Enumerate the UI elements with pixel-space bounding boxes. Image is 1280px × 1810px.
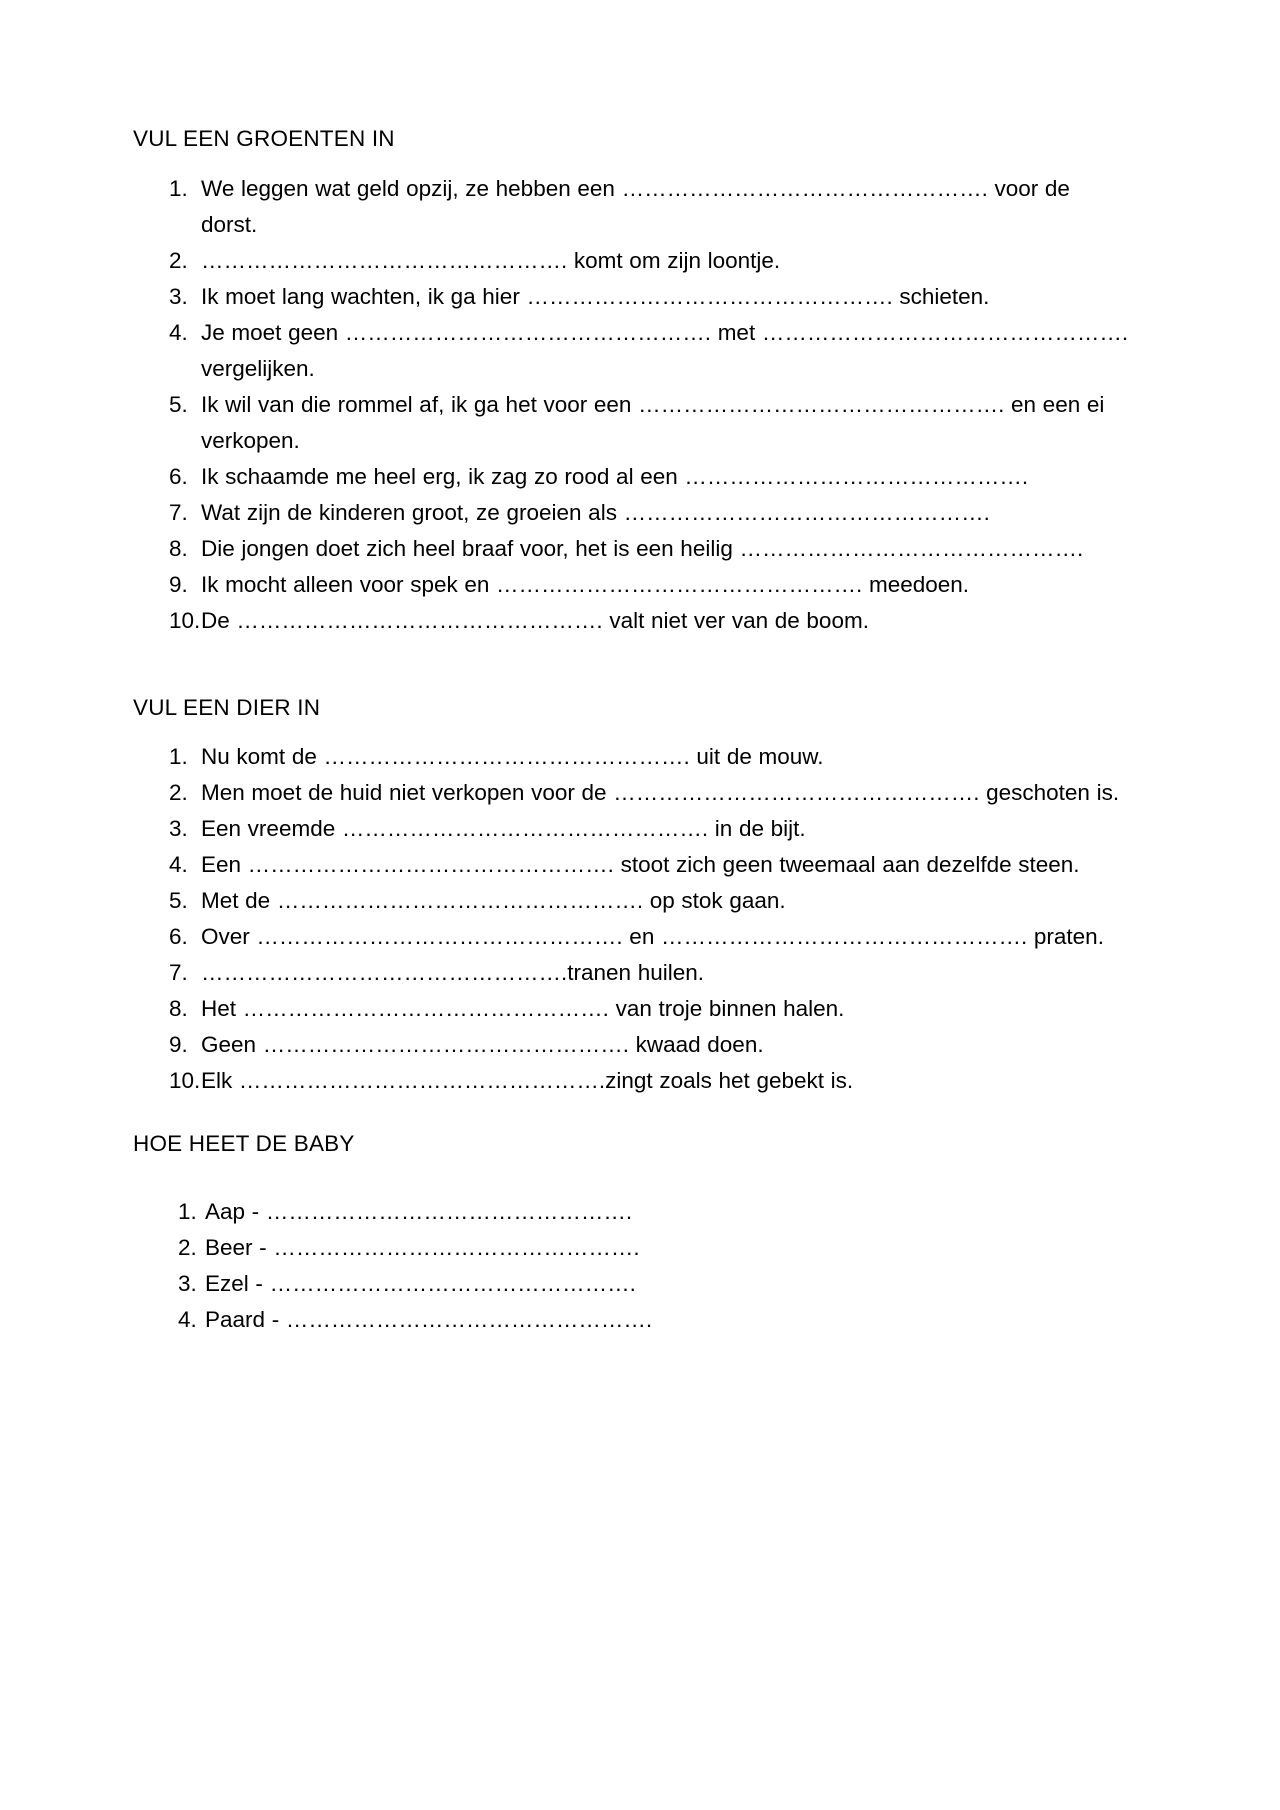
list-item-text: Wat zijn de kinderen groot, ze groeien als …………………………………………. xyxy=(201,499,990,525)
list-item-text: Men moet de huid niet verkopen voor de …………………………………………. geschoten is. xyxy=(201,780,1120,805)
list-item xyxy=(133,567,1130,603)
list-item-text: Een …………………………………………. stoot zich geen tweemaal aan dezelfde steen. xyxy=(201,852,1080,877)
list-marker: 3. xyxy=(169,283,188,309)
list-marker: 4. xyxy=(178,1306,197,1332)
list-item-text: Ik mocht alleen voor spek en …………………………………………. meedoen. xyxy=(201,571,970,597)
list-item xyxy=(133,495,1130,531)
list-marker: 8. xyxy=(169,996,188,1021)
list-item xyxy=(133,243,1130,279)
list-item-text: ………………………………………….tranen huilen. xyxy=(201,960,705,985)
list-item xyxy=(133,775,1130,811)
list-item xyxy=(133,1027,1130,1063)
list-item xyxy=(133,1194,1130,1230)
list-marker: 9. xyxy=(169,1032,188,1057)
section-vul-een-groenten-in xyxy=(133,128,1130,639)
list-item xyxy=(133,171,1130,243)
list-item xyxy=(133,531,1130,567)
list-item xyxy=(133,459,1130,495)
list-baby xyxy=(133,1194,1130,1338)
list-item-text: We leggen wat geld opzij, ze hebben een …………………………………………. voor de dorst. xyxy=(201,175,1070,237)
heading-spacer xyxy=(133,1176,1130,1194)
list-marker: 8. xyxy=(169,535,188,561)
list-groenten xyxy=(133,171,1130,639)
list-marker: 2. xyxy=(178,1234,197,1260)
list-marker: 6. xyxy=(169,924,188,949)
list-marker: 6. xyxy=(169,463,188,489)
section-heading-groenten: VUL EEN GROENTEN IN xyxy=(133,126,395,151)
list-item xyxy=(133,1230,1130,1266)
list-marker: 2. xyxy=(169,780,188,805)
list-item-text: Elk ………………………………………….zingt zoals het gebekt is. xyxy=(201,1068,854,1093)
list-item-text: Een vreemde …………………………………………. in de bijt. xyxy=(201,816,806,841)
list-item xyxy=(133,387,1130,459)
list-item xyxy=(133,919,1130,955)
list-item xyxy=(133,739,1130,775)
list-marker: 9. xyxy=(169,571,188,597)
list-item-text: De …………………………………………. valt niet ver van de boom. xyxy=(201,607,869,633)
list-item-text: Ik moet lang wachten, ik ga hier …………………………………………. schieten. xyxy=(201,283,990,309)
section-heading-dier: VUL EEN DIER IN xyxy=(133,694,321,720)
section-spacer xyxy=(133,639,1130,697)
list-item xyxy=(133,991,1130,1027)
list-marker: 5. xyxy=(169,391,188,417)
list-item-text: Beer - …………………………………………. xyxy=(205,1234,640,1260)
list-marker: 1. xyxy=(169,175,188,201)
list-item xyxy=(133,811,1130,847)
section-spacer xyxy=(133,1099,1130,1133)
list-item xyxy=(133,603,1130,639)
list-marker: 7. xyxy=(169,960,188,985)
list-item xyxy=(133,1266,1130,1302)
list-item xyxy=(133,279,1130,315)
list-item-text: Ezel - …………………………………………. xyxy=(205,1270,636,1296)
list-item-text: Aap - …………………………………………. xyxy=(205,1198,633,1224)
list-item-text: Nu komt de …………………………………………. uit de mouw. xyxy=(201,744,824,769)
list-marker: 10. xyxy=(169,1068,201,1093)
list-item-text: Ik wil van die rommel af, ik ga het voor een …………………………………………. en een ei verkopen. xyxy=(201,391,1105,453)
list-item-text: Die jongen doet zich heel braaf voor, het is een heilig ………………………………………. xyxy=(201,535,1084,561)
list-dier xyxy=(133,739,1130,1099)
list-item xyxy=(133,1063,1130,1099)
section-vul-een-dier-in xyxy=(133,694,1130,1100)
list-item xyxy=(133,955,1130,991)
list-item-text: Paard - …………………………………………. xyxy=(205,1306,653,1332)
list-item-text: Met de …………………………………………. op stok gaan. xyxy=(201,888,786,913)
list-item-text: Ik schaamde me heel erg, ik zag zo rood al een ………………………………………. xyxy=(201,463,1029,489)
section-hoe-heet-de-baby xyxy=(133,1133,1130,1338)
list-marker: 7. xyxy=(169,499,188,525)
list-marker: 2. xyxy=(169,247,188,273)
list-item xyxy=(133,847,1130,883)
list-item-text: Je moet geen …………………………………………. met …………………………………………. vergelijken. xyxy=(201,319,1129,381)
list-marker: 1. xyxy=(169,744,188,769)
list-item-text: Over …………………………………………. en …………………………………………. praten. xyxy=(201,924,1104,949)
section-heading-baby: HOE HEET DE BABY xyxy=(133,1131,355,1156)
list-item xyxy=(133,315,1130,387)
list-marker: 1. xyxy=(178,1198,197,1224)
list-item xyxy=(133,1302,1130,1338)
list-item-text: Het …………………………………………. van troje binnen halen. xyxy=(201,996,845,1021)
list-marker: 4. xyxy=(169,852,188,877)
list-marker: 3. xyxy=(169,816,188,841)
list-marker: 3. xyxy=(178,1270,197,1296)
list-marker: 5. xyxy=(169,888,188,913)
list-item xyxy=(133,883,1130,919)
list-marker: 4. xyxy=(169,319,188,345)
list-marker: 10. xyxy=(169,607,201,633)
list-item-text: …………………………………………. komt om zijn loontje. xyxy=(201,247,781,273)
list-item-text: Geen …………………………………………. kwaad doen. xyxy=(201,1032,764,1057)
